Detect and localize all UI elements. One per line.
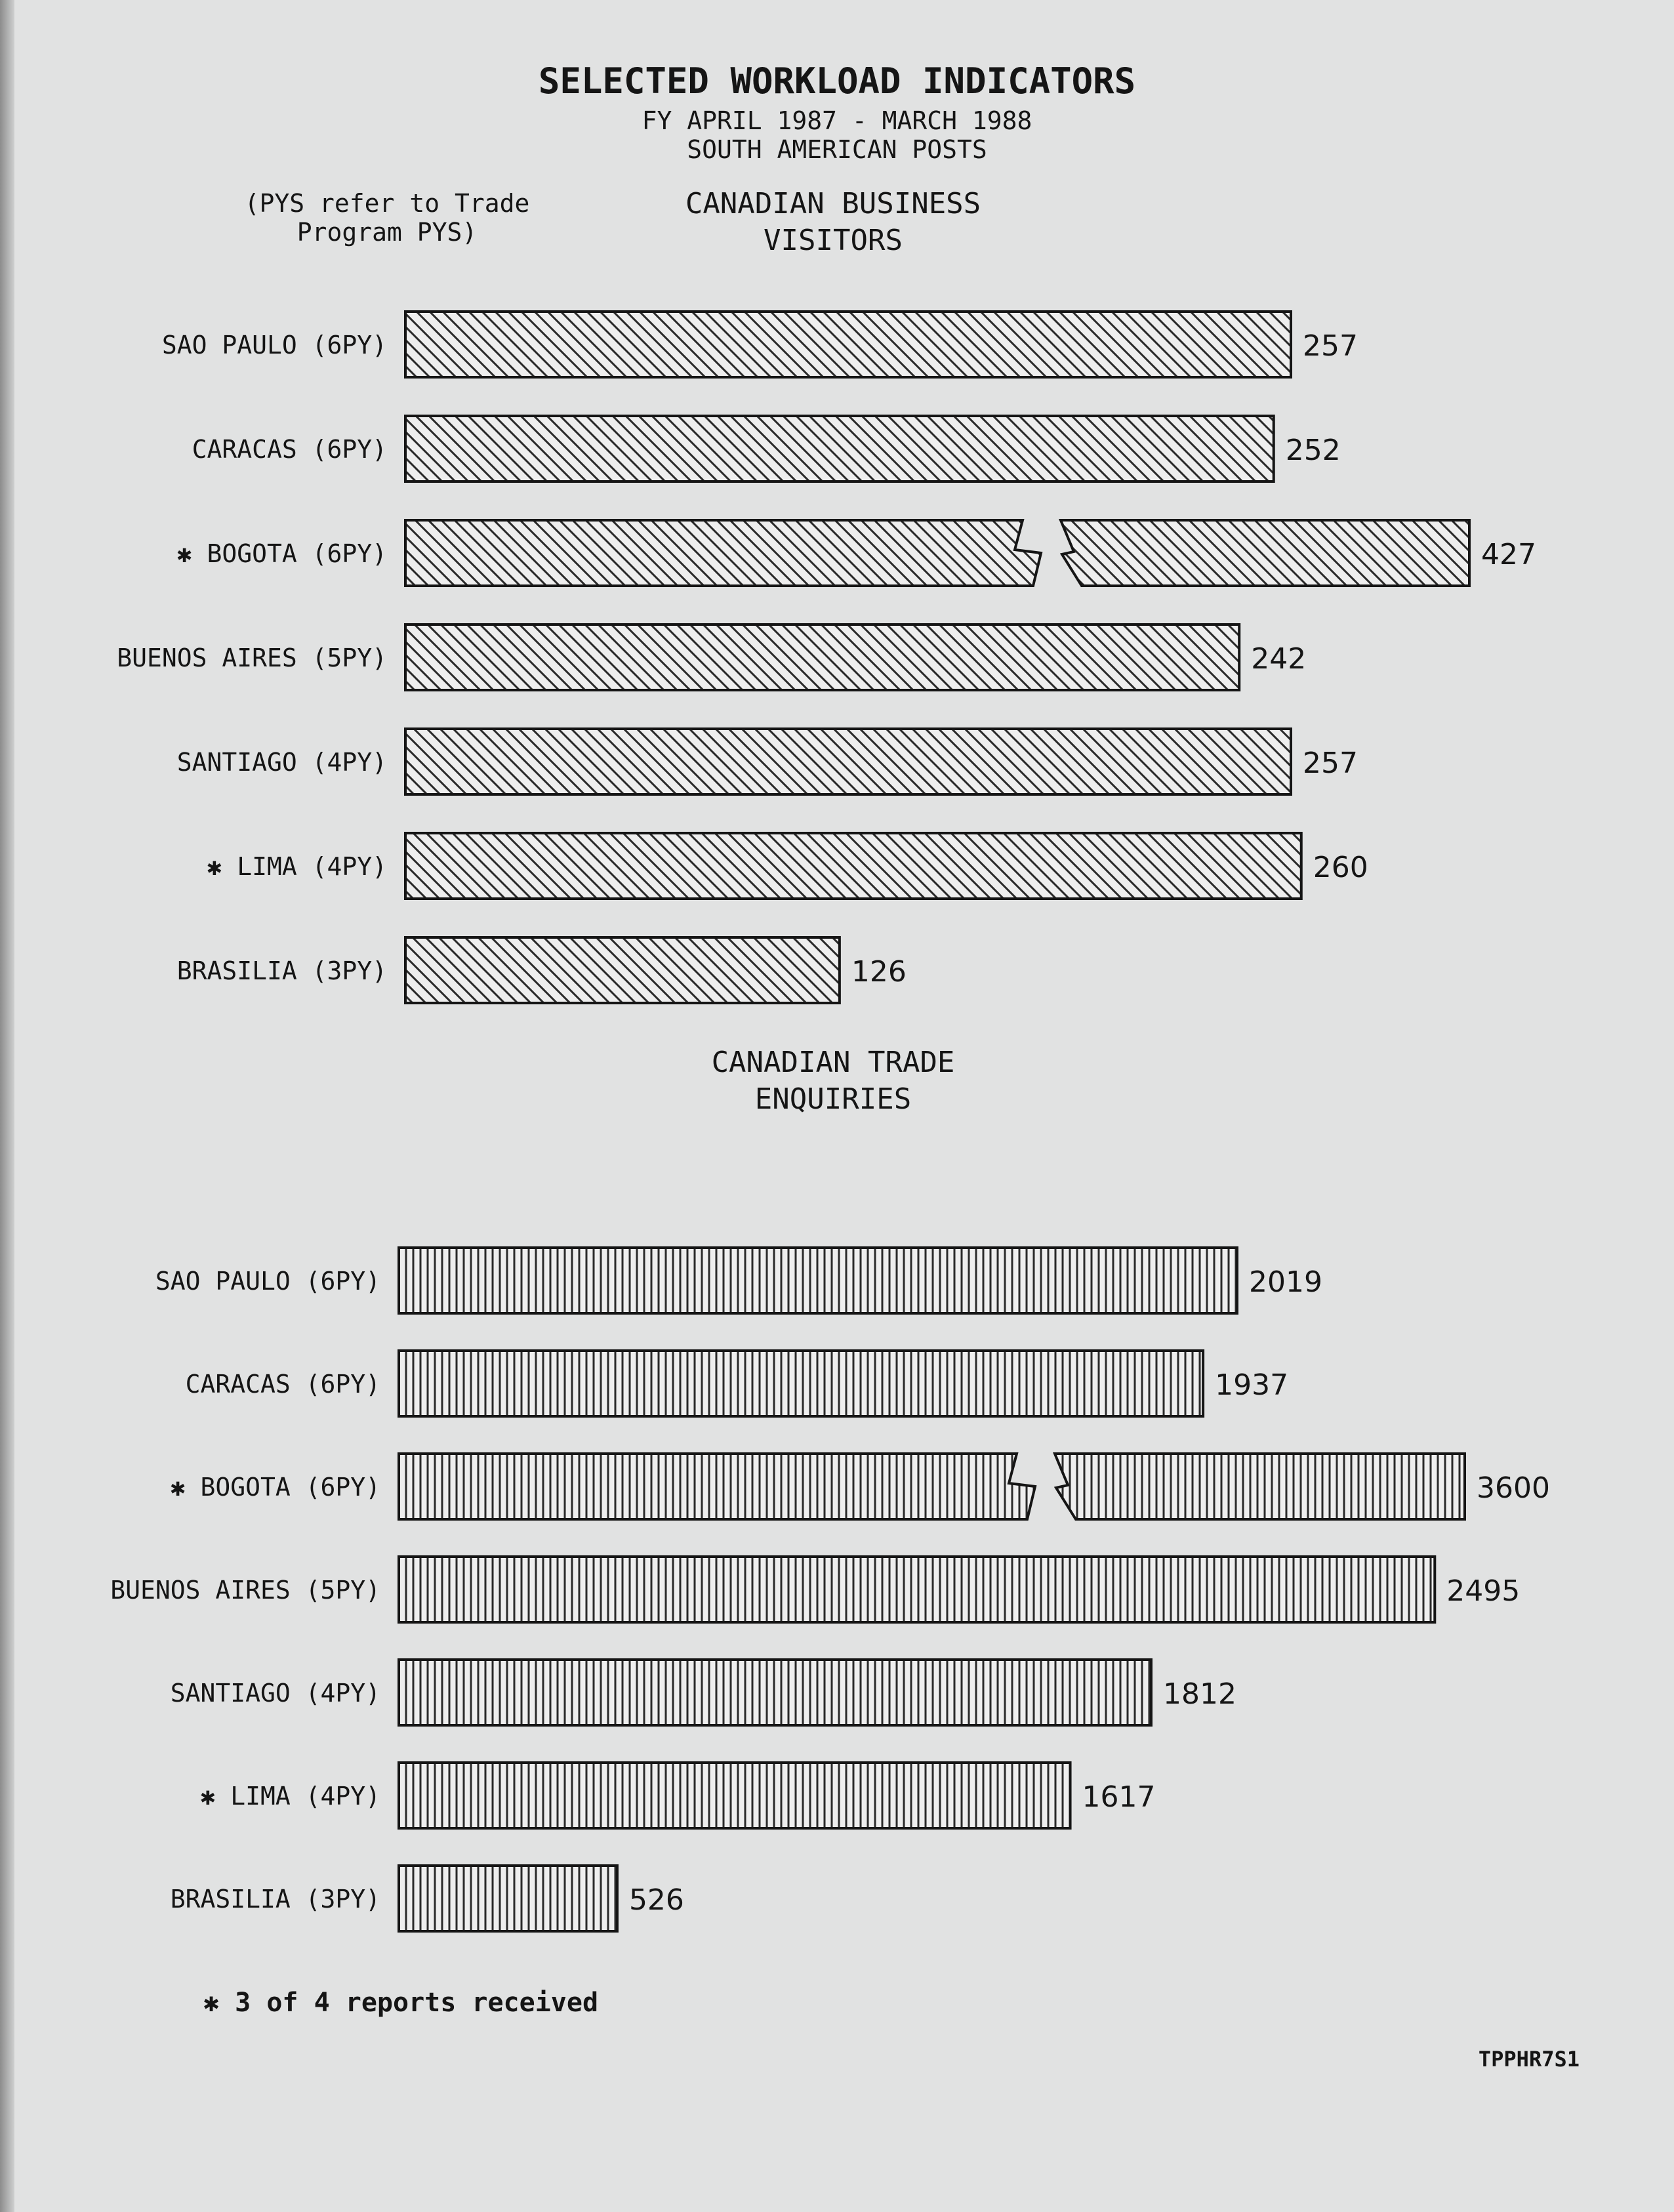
value-label-visitors-1: 252 bbox=[1285, 434, 1341, 467]
value-label-enquiries-2: 3600 bbox=[1477, 1471, 1550, 1505]
chart2-title-line1: CANADIAN TRADE bbox=[711, 1046, 955, 1079]
value-label-enquiries-0: 2019 bbox=[1249, 1265, 1322, 1299]
bar-enquiries-1 bbox=[399, 1351, 1203, 1416]
bar-visitors-4 bbox=[405, 729, 1291, 794]
bar-visitors-0 bbox=[405, 312, 1291, 377]
category-label-enquiries-6: BRASILIA (3PY) bbox=[170, 1885, 380, 1914]
chart1-title-line1: CANADIAN BUSINESS bbox=[685, 187, 981, 220]
bar-enquiries-6 bbox=[399, 1866, 617, 1931]
pys-note-line1: (PYS refer to Trade bbox=[244, 189, 530, 218]
value-label-enquiries-1: 1937 bbox=[1215, 1368, 1289, 1402]
value-label-visitors-0: 257 bbox=[1303, 329, 1358, 363]
bar-visitors-2-part2 bbox=[1061, 520, 1469, 586]
business-visitors-chart bbox=[117, 312, 1536, 1003]
bar-visitors-3 bbox=[405, 625, 1239, 690]
bar-enquiries-4 bbox=[399, 1660, 1151, 1725]
bar-enquiries-3 bbox=[399, 1557, 1435, 1622]
category-label-visitors-3: BUENOS AIRES (5PY) bbox=[117, 644, 387, 672]
value-label-visitors-6: 126 bbox=[851, 955, 907, 989]
bar-visitors-2-part1 bbox=[405, 520, 1041, 586]
category-label-visitors-1: CARACAS (6PY) bbox=[192, 435, 387, 464]
footnote: ✱ 3 of 4 reports received bbox=[203, 1988, 599, 2018]
value-label-visitors-4: 257 bbox=[1303, 747, 1358, 780]
category-label-enquiries-3: BUENOS AIRES (5PY) bbox=[110, 1576, 380, 1605]
document-code: TPPHR7S1 bbox=[1478, 2047, 1580, 2072]
bar-enquiries-2-part2 bbox=[1055, 1454, 1465, 1519]
bar-visitors-1 bbox=[405, 416, 1274, 481]
trade-enquiries-chart bbox=[110, 1248, 1550, 1931]
category-label-visitors-2: ✱ BOGOTA (6PY) bbox=[176, 539, 387, 568]
page-subtitle-region: SOUTH AMERICAN POSTS bbox=[687, 135, 987, 164]
chart1-title-line2: VISITORS bbox=[764, 224, 903, 257]
page-title: SELECTED WORKLOAD INDICATORS bbox=[538, 60, 1136, 102]
category-label-enquiries-0: SAO PAULO (6PY) bbox=[155, 1267, 380, 1296]
value-label-enquiries-6: 526 bbox=[628, 1883, 684, 1917]
bar-enquiries-0 bbox=[399, 1248, 1237, 1313]
value-label-visitors-5: 260 bbox=[1313, 851, 1368, 884]
category-label-visitors-5: ✱ LIMA (4PY) bbox=[207, 852, 387, 881]
category-label-visitors-0: SAO PAULO (6PY) bbox=[161, 331, 387, 359]
bar-enquiries-2-part1 bbox=[399, 1454, 1035, 1519]
category-label-visitors-6: BRASILIA (3PY) bbox=[176, 956, 387, 985]
bar-enquiries-5 bbox=[399, 1763, 1071, 1828]
value-label-enquiries-4: 1812 bbox=[1162, 1677, 1236, 1711]
bar-visitors-5 bbox=[405, 833, 1301, 899]
category-label-enquiries-4: SANTIAGO (4PY) bbox=[170, 1679, 380, 1708]
value-label-visitors-2: 427 bbox=[1481, 538, 1536, 571]
pys-note-line2: Program PYS) bbox=[296, 218, 478, 247]
category-label-visitors-4: SANTIAGO (4PY) bbox=[176, 748, 387, 777]
page-subtitle-period: FY APRIL 1987 - MARCH 1988 bbox=[642, 106, 1032, 135]
category-label-enquiries-5: ✱ LIMA (4PY) bbox=[200, 1782, 380, 1811]
category-label-enquiries-2: ✱ BOGOTA (6PY) bbox=[170, 1473, 380, 1502]
chart2-title-line2: ENQUIRIES bbox=[754, 1082, 912, 1116]
category-label-enquiries-1: CARACAS (6PY) bbox=[185, 1370, 380, 1399]
bar-visitors-6 bbox=[405, 937, 840, 1003]
value-label-enquiries-5: 1617 bbox=[1082, 1780, 1156, 1814]
value-label-enquiries-3: 2495 bbox=[1446, 1574, 1521, 1608]
value-label-visitors-3: 242 bbox=[1251, 642, 1307, 676]
